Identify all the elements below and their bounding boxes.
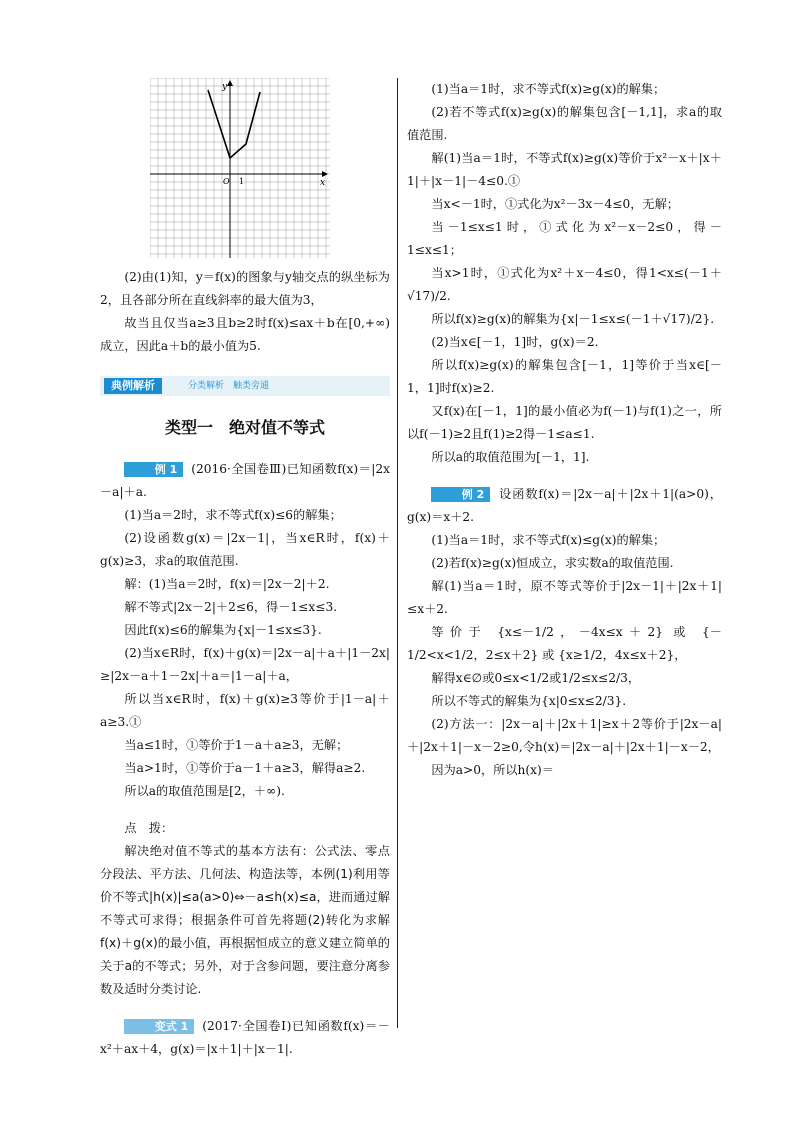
example2-sol5: (2)方法一：|2x－a|＋|2x＋1|≥x＋2等价于|2x－a|＋|2x＋1|－x－2≥0,令h(x)＝|2x－a|＋|2x＋1|－x－2，: [407, 717, 722, 754]
function-graph: [150, 78, 330, 258]
example2-stem: 设函数f(x)＝|2x－a|＋|2x＋1|(a>0)，g(x)＝x＋2.: [407, 487, 722, 524]
variant1-sol1: 解(1)当a＝1时，不等式f(x)≥g(x)等价于x²－x＋|x＋1|＋|x－1|－4≤0.①: [407, 151, 722, 188]
example1-sol5: 所以当x∈R时，f(x)＋g(x)≥3等价于|1－a|＋a≥3.①: [100, 692, 390, 729]
variant1-sol5: 所以f(x)≥g(x)的解集为{x|－1≤x≤(－1＋√17)/2}.: [431, 312, 715, 326]
example1-sol3: 因此f(x)≤6的解集为{x|－1≤x≤3}.: [124, 623, 322, 637]
example2-q2: (2)若f(x)≥g(x)恒成立，求实数a的取值范围.: [431, 556, 674, 570]
section-bar: [100, 376, 390, 396]
tip-title: 点 拨：: [124, 821, 174, 835]
section-sub: 分类解析 触类旁通: [188, 381, 270, 391]
example1-sol4: (2)当x∈R时，f(x)＋g(x)＝|2x－a|＋a＋|1－2x|≥|2x－a＋1－2x|＋a＝|1－a|＋a，: [100, 646, 390, 683]
example1-sol2: 解不等式|2x－2|＋2≤6，得－1≤x≤3.: [124, 600, 338, 614]
example1-q1: (1)当a＝2时，求不等式f(x)≤6的解集；: [124, 508, 342, 522]
column-divider: [397, 78, 398, 1028]
variant1-sol9: 所以a的取值范围为[－1，1].: [431, 450, 590, 464]
example1-stem: (2016·全国卷Ⅲ)已知函数f(x)＝|2x－a|＋a.: [100, 462, 390, 499]
variant1-sol2: 当x<－1时，①式化为x²－3x－4≤0，无解；: [431, 197, 679, 211]
graph-one-label: 1: [239, 177, 245, 186]
example1-sol1: 解：(1)当a＝2时，f(x)＝|2x－2|＋2.: [124, 577, 330, 591]
example1-sol7: 当a>1时，①等价于a－1＋a≥3，解得a≥2.: [124, 761, 366, 775]
example1-sol8: 所以a的取值范围是[2，＋∞).: [124, 784, 285, 798]
left-column: [100, 78, 390, 1061]
variant1-text: (2017·全国卷Ⅰ)已知函数f(x)＝－x²＋ax＋4，g(x)＝|x＋1|＋|x－1|.: [100, 1019, 390, 1056]
graph-x-label: x: [320, 178, 326, 188]
variant1-sol4: 当x>1时，①式化为x²＋x－4≤0，得1<x≤(－1＋√17)/2.: [407, 266, 722, 303]
solution-part2-line2: 故当且仅当a≥3且b≥2时f(x)≤ax＋b在[0,+∞)成立，因此a＋b的最小值为5.: [100, 316, 390, 353]
example1-q2: (2)设函数g(x)＝|2x－1|，当x∈R时，f(x)＋g(x)≥3，求a的取值范围.: [100, 531, 390, 568]
example1-badge: 例 1: [124, 462, 183, 477]
right-column: [407, 78, 722, 782]
example2-sol6: 因为a>0，所以h(x)＝: [431, 763, 554, 777]
example2-q1: (1)当a＝1时，求不等式f(x)≤g(x)的解集；: [431, 533, 666, 547]
example1-sol6: 当a≤1时，①等价于1－a＋a≥3，无解；: [124, 738, 349, 752]
variant1-badge: 变式 1: [124, 1019, 194, 1034]
variant1-sol8: 又f(x)在[－1，1]的最小值必为f(－1)与f(1)之一，所以f(－1)≥2且f(1)≥2得－1≤a≤1.: [407, 404, 722, 441]
variant1-sol6: (2)当x∈[－1，1]时，g(x)＝2.: [431, 335, 599, 349]
tip-text: 解决绝对值不等式的基本方法有：公式法、零点分段法、平方法、几何法、构造法等，本例(1)利用等价不等式|h(x)|≤a(a>0)⇔－a≤h(x)≤a，进而通过解不等式可求得；根据条件可首先将题(2)转化为求解f(x)＋g(x)的最小值，再根据恒成立的意义建立简单的关于a的不等式；另外，对于含参问题，要注意分离参数及适时分类讨论.: [100, 844, 390, 996]
variant1-sol7: 所以f(x)≥g(x)的解集包含[－1，1]等价于当x∈[－1，1]时f(x)≥2.: [407, 358, 722, 395]
example2-sol2: 等价于 {x≤－1/2，－4x≤x＋2} 或 {－1/2<x<1/2，2≤x＋2} 或 {x≥1/2，4x≤x＋2}，: [407, 625, 722, 662]
section-label: 典例解析: [104, 378, 162, 394]
variant1-q2: (2)若不等式f(x)≥g(x)的解集包含[－1,1]，求a的取值范围.: [407, 105, 722, 142]
example2-sol4: 所以不等式的解集为{x|0≤x≤2/3}.: [431, 694, 627, 708]
example2-sol1: 解(1)当a＝1时，原不等式等价于|2x－1|＋|2x＋1|≤x＋2.: [407, 579, 722, 616]
type-title: 类型一 绝对值不等式: [164, 418, 325, 437]
variant1-q1: (1)当a＝1时，求不等式f(x)≥g(x)的解集；: [431, 82, 666, 96]
solution-part2-line1: (2)由(1)知，y＝f(x)的图象与y轴交点的纵坐标为2，且各部分所在直线斜率的最大值为3，: [100, 270, 390, 307]
example2-badge: 例 2: [431, 487, 490, 502]
graph-y-label: y: [222, 82, 228, 92]
variant1-sol3: 当－1≤x≤1时，①式化为x²－x－2≤0，得－1≤x≤1；: [407, 220, 722, 257]
graph-origin-label: O: [223, 177, 230, 186]
example2-sol3: 解得x∈∅或0≤x<1/2或1/2≤x≤2/3，: [431, 671, 641, 685]
